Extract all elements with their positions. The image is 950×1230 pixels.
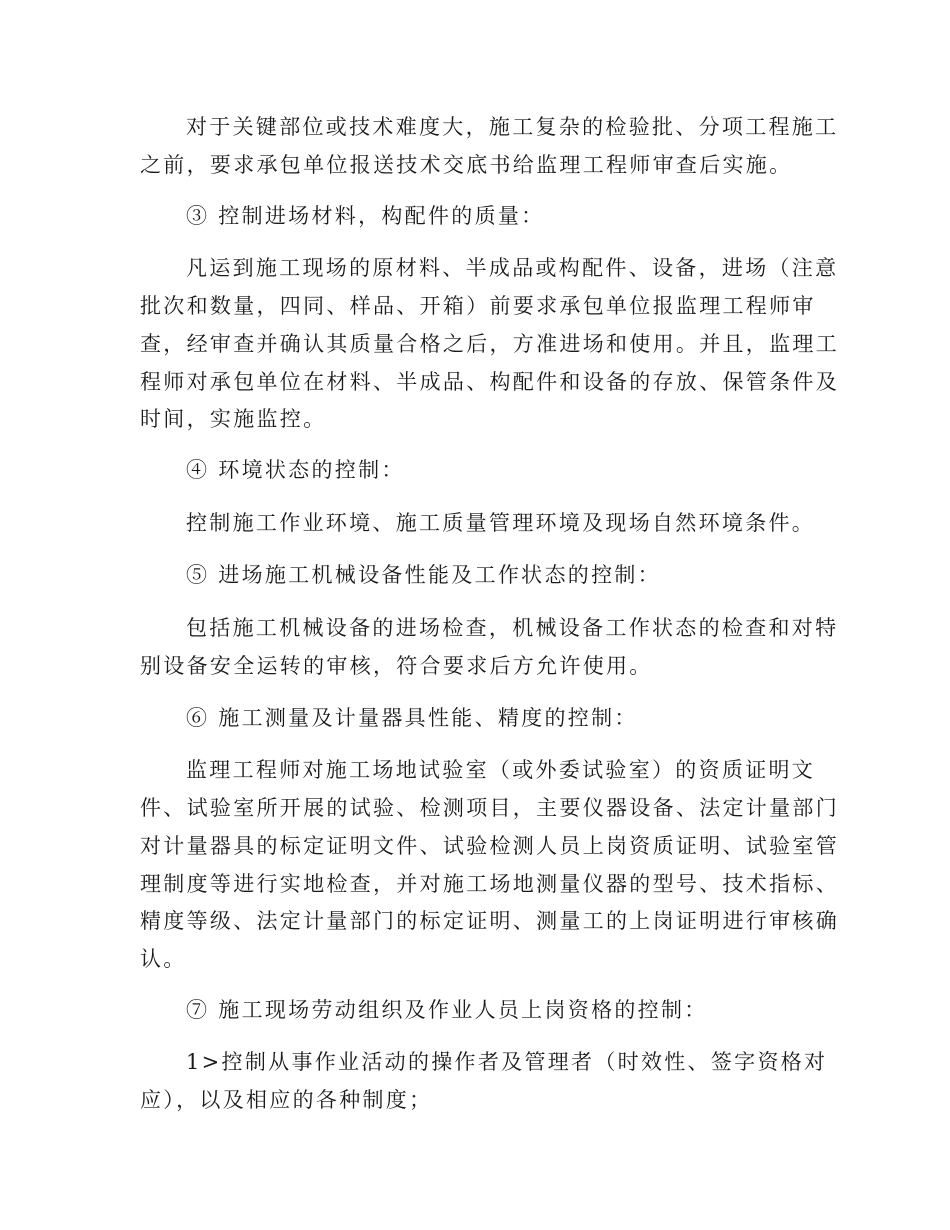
section-heading: ⑥ 施工测量及计量器具性能、精度的控制：	[186, 706, 638, 730]
paragraph-line: 1>控制从事作业活动的操作者及管理者（时效性、签字资格对	[186, 1050, 828, 1074]
section-heading: ③ 控制进场材料，构配件的质量：	[186, 204, 545, 228]
paragraph-line: 包括施工机械设备的进场检查，机械设备工作状态的检查和对特	[186, 616, 839, 640]
paragraph-line: 理制度等进行实地检查，并对施工场地测量仪器的型号、技术指标、	[140, 872, 839, 896]
paragraph-line: 件、试验室所开展的试验、检测项目，主要仪器设备、法定计量部门	[140, 796, 839, 820]
section-heading: ④ 环境状态的控制：	[186, 458, 405, 482]
paragraph-line: 时间，实施监控。	[140, 407, 327, 431]
paragraph-line: 别设备安全运转的审核，符合要求后方允许使用。	[140, 654, 653, 678]
paragraph-line: 监理工程师对施工场地试验室（或外委试验室）的资质证明文	[186, 758, 816, 782]
paragraph-line: 对计量器具的标定证明文件、试验检测人员上岗资质证明、试验室管	[140, 834, 839, 858]
section-heading: ⑤ 进场施工机械设备性能及工作状态的控制：	[186, 563, 661, 587]
paragraph-line: 之前，要求承包单位报送技术交底书给监理工程师审查后实施。	[140, 153, 793, 177]
paragraph-line: 凡运到施工现场的原材料、半成品或构配件、设备，进场（注意	[186, 256, 839, 280]
paragraph-line: 查，经审查并确认其质量合格之后，方准进场和使用。并且，监理工	[140, 332, 839, 356]
paragraph-line: 批次和数量，四同、样品、开箱）前要求承包单位报监理工程师审	[140, 294, 816, 318]
paragraph-line: 精度等级、法定计量部门的标定证明、测量工的上岗证明进行审核确	[140, 909, 839, 933]
section-heading: ⑦ 施工现场劳动组织及作业人员上岗资格的控制：	[186, 998, 708, 1022]
paragraph-line: 对于关键部位或技术难度大，施工复杂的检验批、分项工程施工	[186, 115, 839, 139]
paragraph-line: 程师对承包单位在材料、半成品、构配件和设备的存放、保管条件及	[140, 370, 839, 394]
paragraph-line: 控制施工作业环境、施工质量管理环境及现场自然环境条件。	[186, 511, 816, 535]
paragraph-line: 认。	[140, 947, 187, 971]
paragraph-line: 应），以及相应的各种制度；	[140, 1088, 433, 1112]
